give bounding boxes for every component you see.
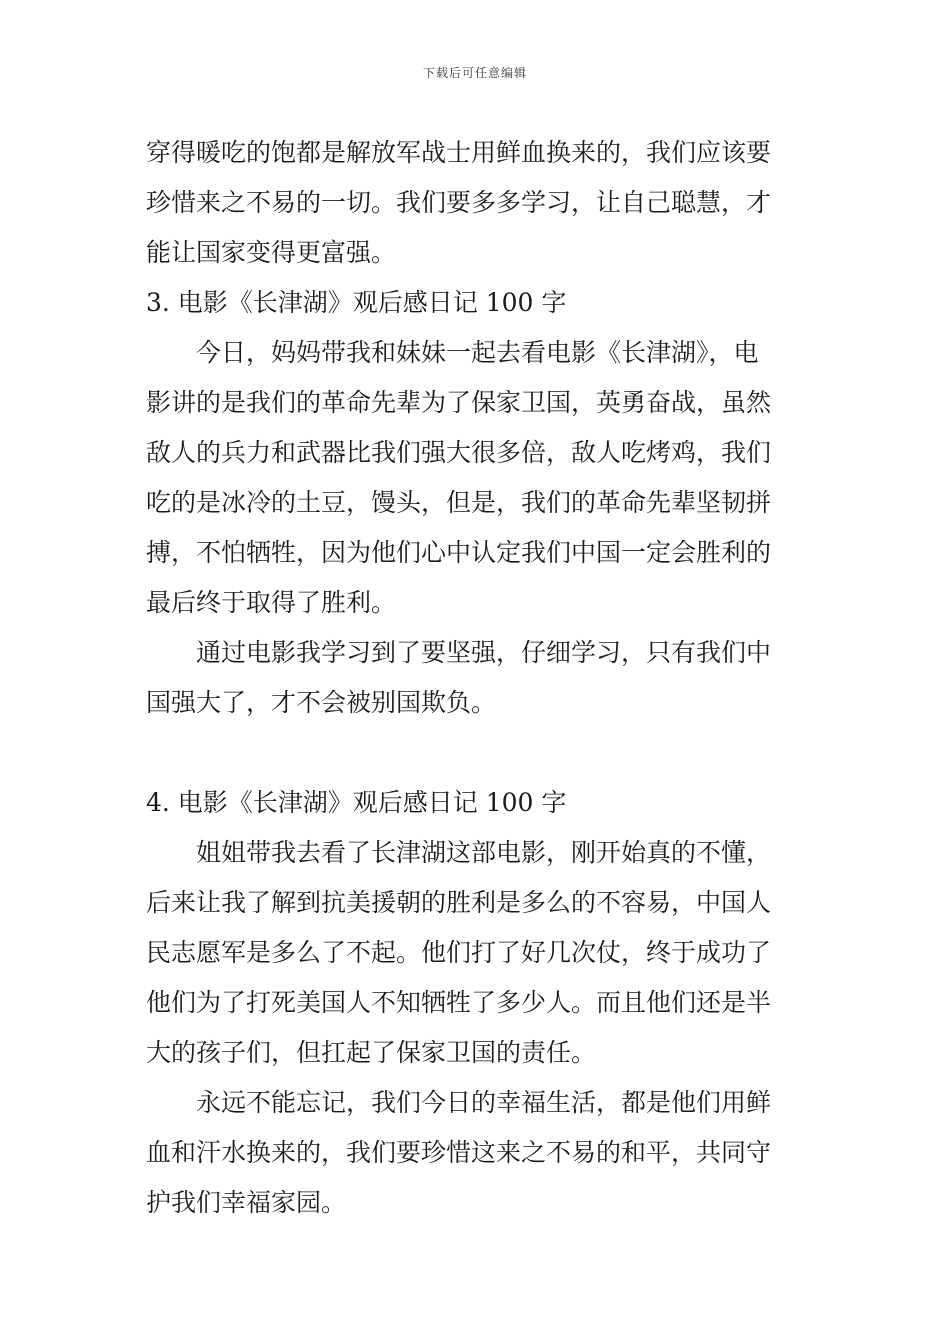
text-line: 血和汗水换来的，我们要珍惜这来之不易的和平，共同守 (146, 1138, 772, 1167)
section-3-paragraph-2 (146, 628, 810, 728)
section-3-heading: 3. 电影《长津湖》观后感日记 100 字 (146, 288, 567, 317)
text-line: 国强大了，才不会被别国欺负。 (146, 688, 497, 717)
section-4-paragraph-1 (146, 828, 810, 1078)
text-line: 护我们幸福家园。 (146, 1188, 347, 1217)
text-line: 吃的是冰冷的土豆，馒头，但是，我们的革命先辈坚韧拼 (146, 488, 772, 517)
section-4-heading: 4. 电影《长津湖》观后感日记 100 字 (146, 788, 567, 817)
section-3-paragraph-1 (146, 328, 810, 628)
text-line: 珍惜来之不易的一切。我们要多多学习，让自己聪慧，才 (146, 188, 772, 217)
text-line: 最后终于取得了胜利。 (146, 588, 397, 617)
text-line: 永远不能忘记，我们今日的幸福生活，都是他们用鲜 (196, 1088, 772, 1117)
text-line: 穿得暖吃的饱都是解放军战士用鲜血换来的，我们应该要 (146, 138, 772, 167)
text-line: 民志愿军是多么了不起。他们打了好几次仗，终于成功了 (146, 938, 772, 967)
text-line: 他们为了打死美国人不知牺牲了多少人。而且他们还是半 (146, 988, 772, 1017)
text-line: 敌人的兵力和武器比我们强大很多倍，敌人吃烤鸡，我们 (146, 438, 772, 467)
section-spacer (146, 728, 810, 778)
text-line: 姐姐带我去看了长津湖这部电影，刚开始真的不懂， (196, 838, 772, 867)
text-line: 今日，妈妈带我和妹妹一起去看电影《长津湖》，电 (196, 338, 759, 367)
text-line: 影讲的是我们的革命先辈为了保家卫国，英勇奋战，虽然 (146, 388, 772, 417)
document-body (146, 128, 810, 1228)
text-line: 搏，不怕牺牲，因为他们心中认定我们中国一定会胜利的 (146, 538, 772, 567)
section-4-paragraph-2 (146, 1078, 810, 1228)
intro-paragraph (146, 128, 810, 278)
text-line: 大的孩子们，但扛起了保家卫国的责任。 (146, 1038, 597, 1067)
text-line: 后来让我了解到抗美援朝的胜利是多么的不容易，中国人 (146, 888, 772, 917)
text-line: 通过电影我学习到了要坚强，仔细学习，只有我们中 (196, 638, 772, 667)
text-line: 能让国家变得更富强。 (146, 238, 397, 267)
page-header-note: 下载后可任意编辑 (422, 66, 527, 80)
